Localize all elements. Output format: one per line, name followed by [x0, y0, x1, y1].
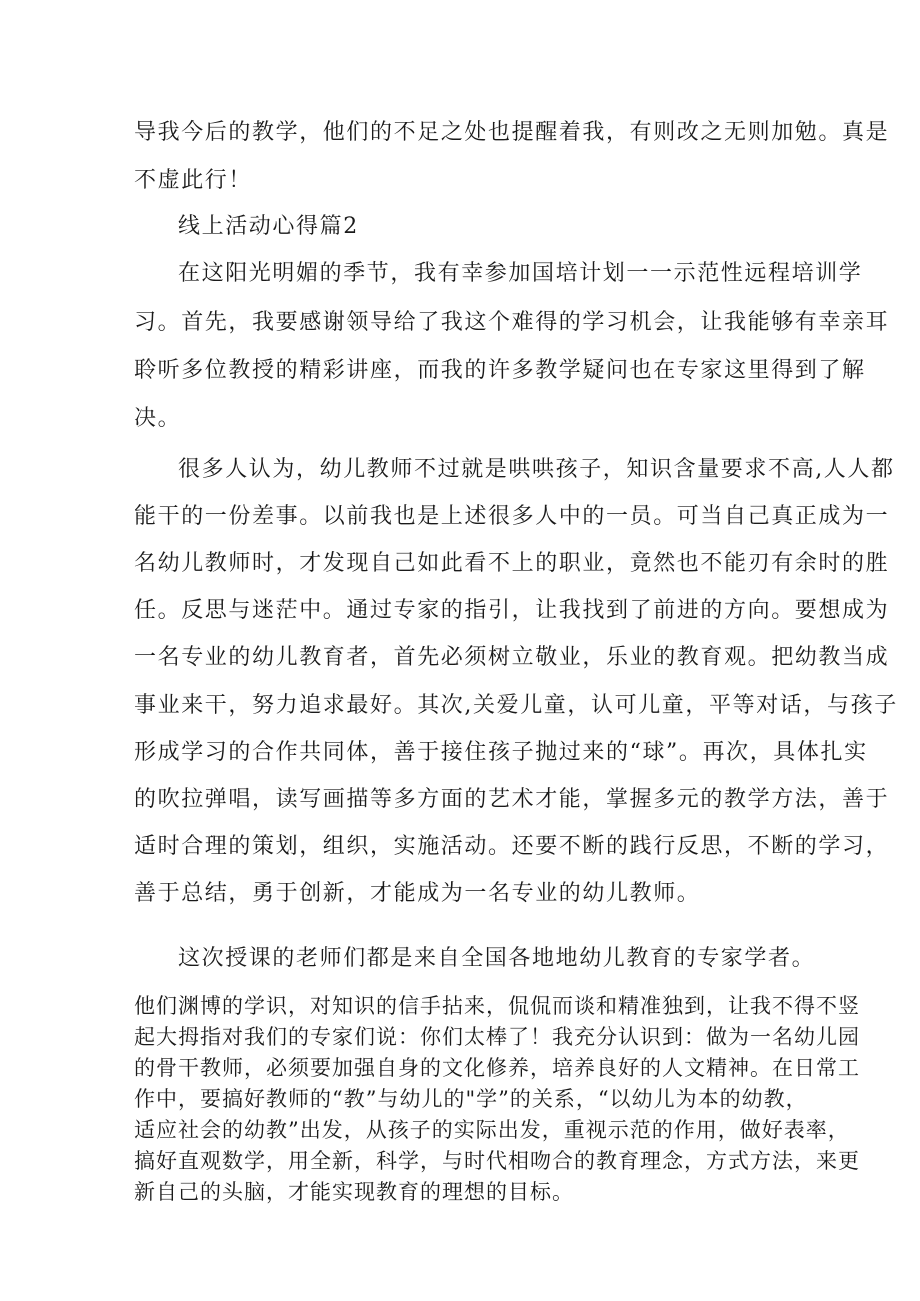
text-line: 起大拇指对我们的专家们说：你们太棒了！我充分认识到：做为一名幼儿园	[134, 1025, 860, 1049]
text-line: 习。首先，我要感谢领导给了我这个难得的学习机会，让我能够有幸亲耳	[134, 310, 890, 335]
text-line: 的吹拉弹唱，读写画描等多方面的艺术才能，掌握多元的教学方法，善于	[134, 787, 890, 812]
section-heading: 线上活动心得篇2	[178, 214, 359, 239]
text-line: 的骨干教师，必须要加强自身的文化修养，培养良好的人文精神。在日常工	[134, 1056, 860, 1080]
text-line: 作中，要搞好教师的“教”与幼儿的"学”的关系，“以幼儿为本的幼教，	[134, 1087, 808, 1111]
text-line: 不虚此行！	[134, 168, 253, 193]
text-line: 决。	[134, 406, 182, 431]
text-line: 导我今后的教学，他们的不足之处也提醒着我，有则改之无则加勉。真是	[134, 120, 890, 145]
text-line: 一名专业的幼儿教育者，首先必须树立敬业，乐业的教育观。把幼教当成	[134, 645, 890, 670]
text-line: 善于总结，勇于创新，才能成为一名专业的幼儿教师。	[134, 881, 701, 906]
text-line: 能干的一份差事。以前我也是上述很多人中的一员。可当自己真正成为一	[134, 504, 890, 529]
text-line: 形成学习的合作共同体，善于接住孩子抛过来的“球”。再次，具体扎实	[134, 740, 868, 765]
text-line: 他们渊博的学识，对知识的信手拈来，侃侃而谈和精准独到，让我不得不竖	[134, 994, 860, 1018]
text-line: 适时合理的策划，组织，实施活动。还要不断的践行反思，不断的学习，	[134, 834, 890, 859]
text-line: 这次授课的老师们都是来自全国各地地幼儿教育的专家学者。	[178, 946, 816, 971]
text-line: 搞好直观数学，用全新，科学，与时代相吻合的教育理念，方式方法，来更	[134, 1149, 860, 1173]
text-line: 在这阳光明媚的季节，我有幸参加国培计划一一示范性远程培训学	[178, 261, 863, 286]
text-line: 适应社会的幼教”出发，从孩子的实际出发，重视示范的作用，做好表率，	[134, 1118, 850, 1142]
text-line: 事业来干，努力追求最好。其次,关爱儿童，认可儿童，平等对话，与孩子	[134, 693, 898, 718]
text-line: 很多人认为，幼儿教师不过就是哄哄孩子，知识含量要求不高,人人都	[178, 457, 895, 482]
text-line: 任。反思与迷茫中。通过专家的指引，让我找到了前进的方向。要想成为	[134, 598, 890, 623]
text-line: 新自己的头脑，才能实现教育的理想的目标。	[134, 1180, 574, 1204]
text-line: 名幼儿教师时，才发现自己如此看不上的职业，竟然也不能刃有余时的胜	[134, 551, 890, 576]
text-line: 聆听多位教授的精彩讲座，而我的许多教学疑问也在专家这里得到了解	[134, 358, 866, 383]
